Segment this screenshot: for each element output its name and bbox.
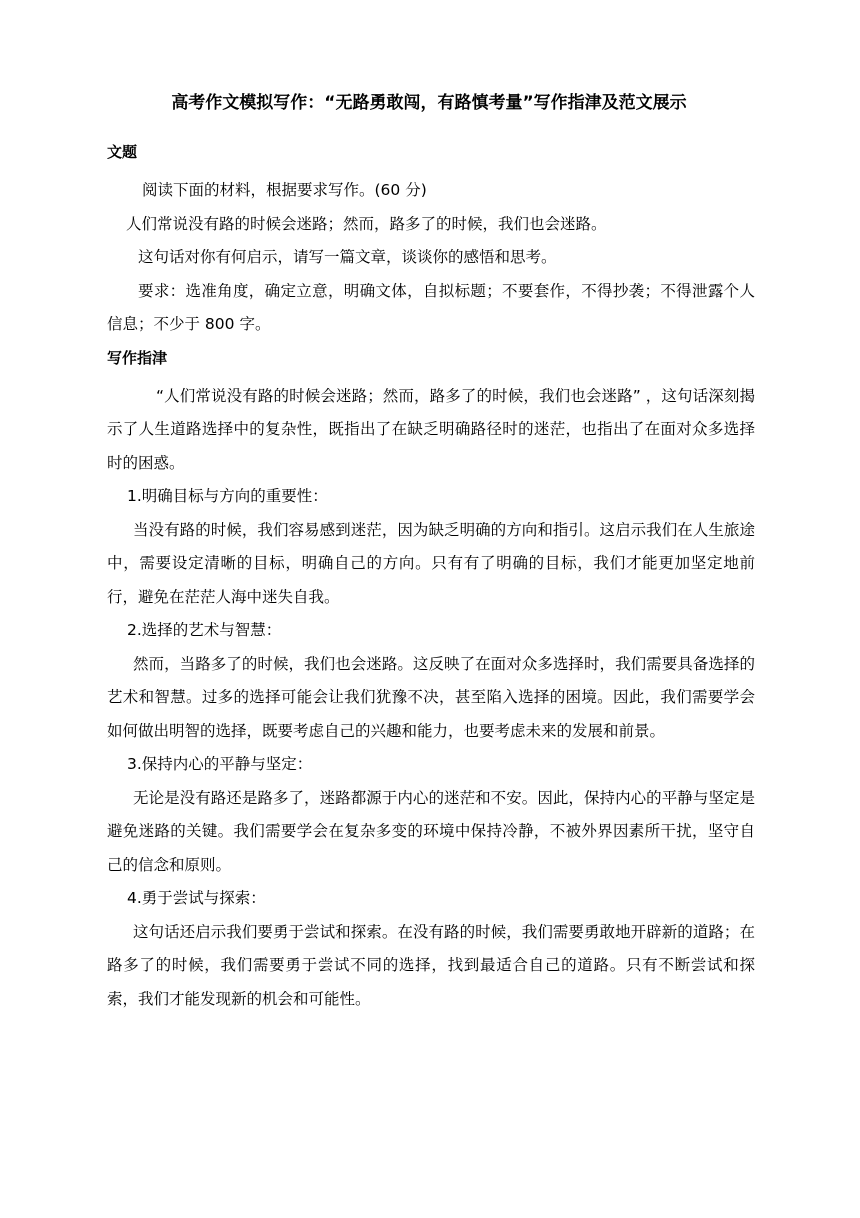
section-heading-guide: 写作指津	[107, 348, 168, 367]
point-heading: 2.选择的艺术与智慧：	[127, 621, 282, 639]
prompt-requirements: 要求：选准角度，确定立意，明确文体，自拟标题；不要套作，不得抄袭；不得泄露个人信息；不少于 800 字。	[107, 281, 755, 333]
section-heading-prompt: 文题	[107, 143, 138, 161]
document-page	[107, 88, 755, 1016]
guide-intro: “人们常说没有路的时候会迷路；然而，路多了的时候，我们也会迷路” ，这句话深刻揭示了人生道路选择中的复杂性，既指出了在缺乏明确路径时的迷茫，也指出了在面对众多选择时的困惑。	[107, 386, 755, 472]
point-body: 无论是没有路还是路多了，迷路都源于内心的迷茫和不安。因此，保持内心的平静与坚定是避免迷路的关键。我们需要学会在复杂多变的环境中保持冷静，不被外界因素所干扰，坚守自己的信念和原则。	[107, 788, 755, 874]
document-title: 高考作文模拟写作：“无路勇敢闯，有路慎考量”写作指津及范文展示	[171, 93, 687, 113]
point-body: 这句话还启示我们要勇于尝试和探索。在没有路的时候，我们需要勇敢地开辟新的道路；在路多了的时候，我们需要勇于尝试不同的选择，找到最适合自己的道路。只有不断尝试和探索，我们才能发现新的机会和可能性。	[107, 922, 755, 1008]
point-heading: 4.勇于尝试与探索：	[127, 889, 266, 907]
point-heading: 3.保持内心的平静与坚定：	[127, 755, 313, 773]
prompt-question: 这句话对你有何启示，请写一篇文章，谈谈你的感悟和思考。	[138, 248, 557, 266]
prompt-material: 人们常说没有路的时候会迷路；然而，路多了的时候，我们也会迷路。	[126, 214, 607, 233]
prompt-intro: 阅读下面的材料，根据要求写作。(60 分)	[142, 181, 427, 199]
point-heading: 1.明确目标与方向的重要性：	[127, 487, 328, 505]
point-body: 当没有路的时候，我们容易感到迷茫，因为缺乏明确的方向和指引。这启示我们在人生旅途中，需要设定清晰的目标，明确自己的方向。只有有了明确的目标，我们才能更加坚定地前行，避免在茫茫人海中迷失自我。	[107, 520, 755, 606]
point-body: 然而，当路多了的时候，我们也会迷路。这反映了在面对众多选择时，我们需要具备选择的艺术和智慧。过多的选择可能会让我们犹豫不决，甚至陷入选择的困境。因此，我们需要学会如何做出明智的选择，既要考虑自己的兴趣和能力，也要考虑未来的发展和前景。	[107, 654, 755, 740]
